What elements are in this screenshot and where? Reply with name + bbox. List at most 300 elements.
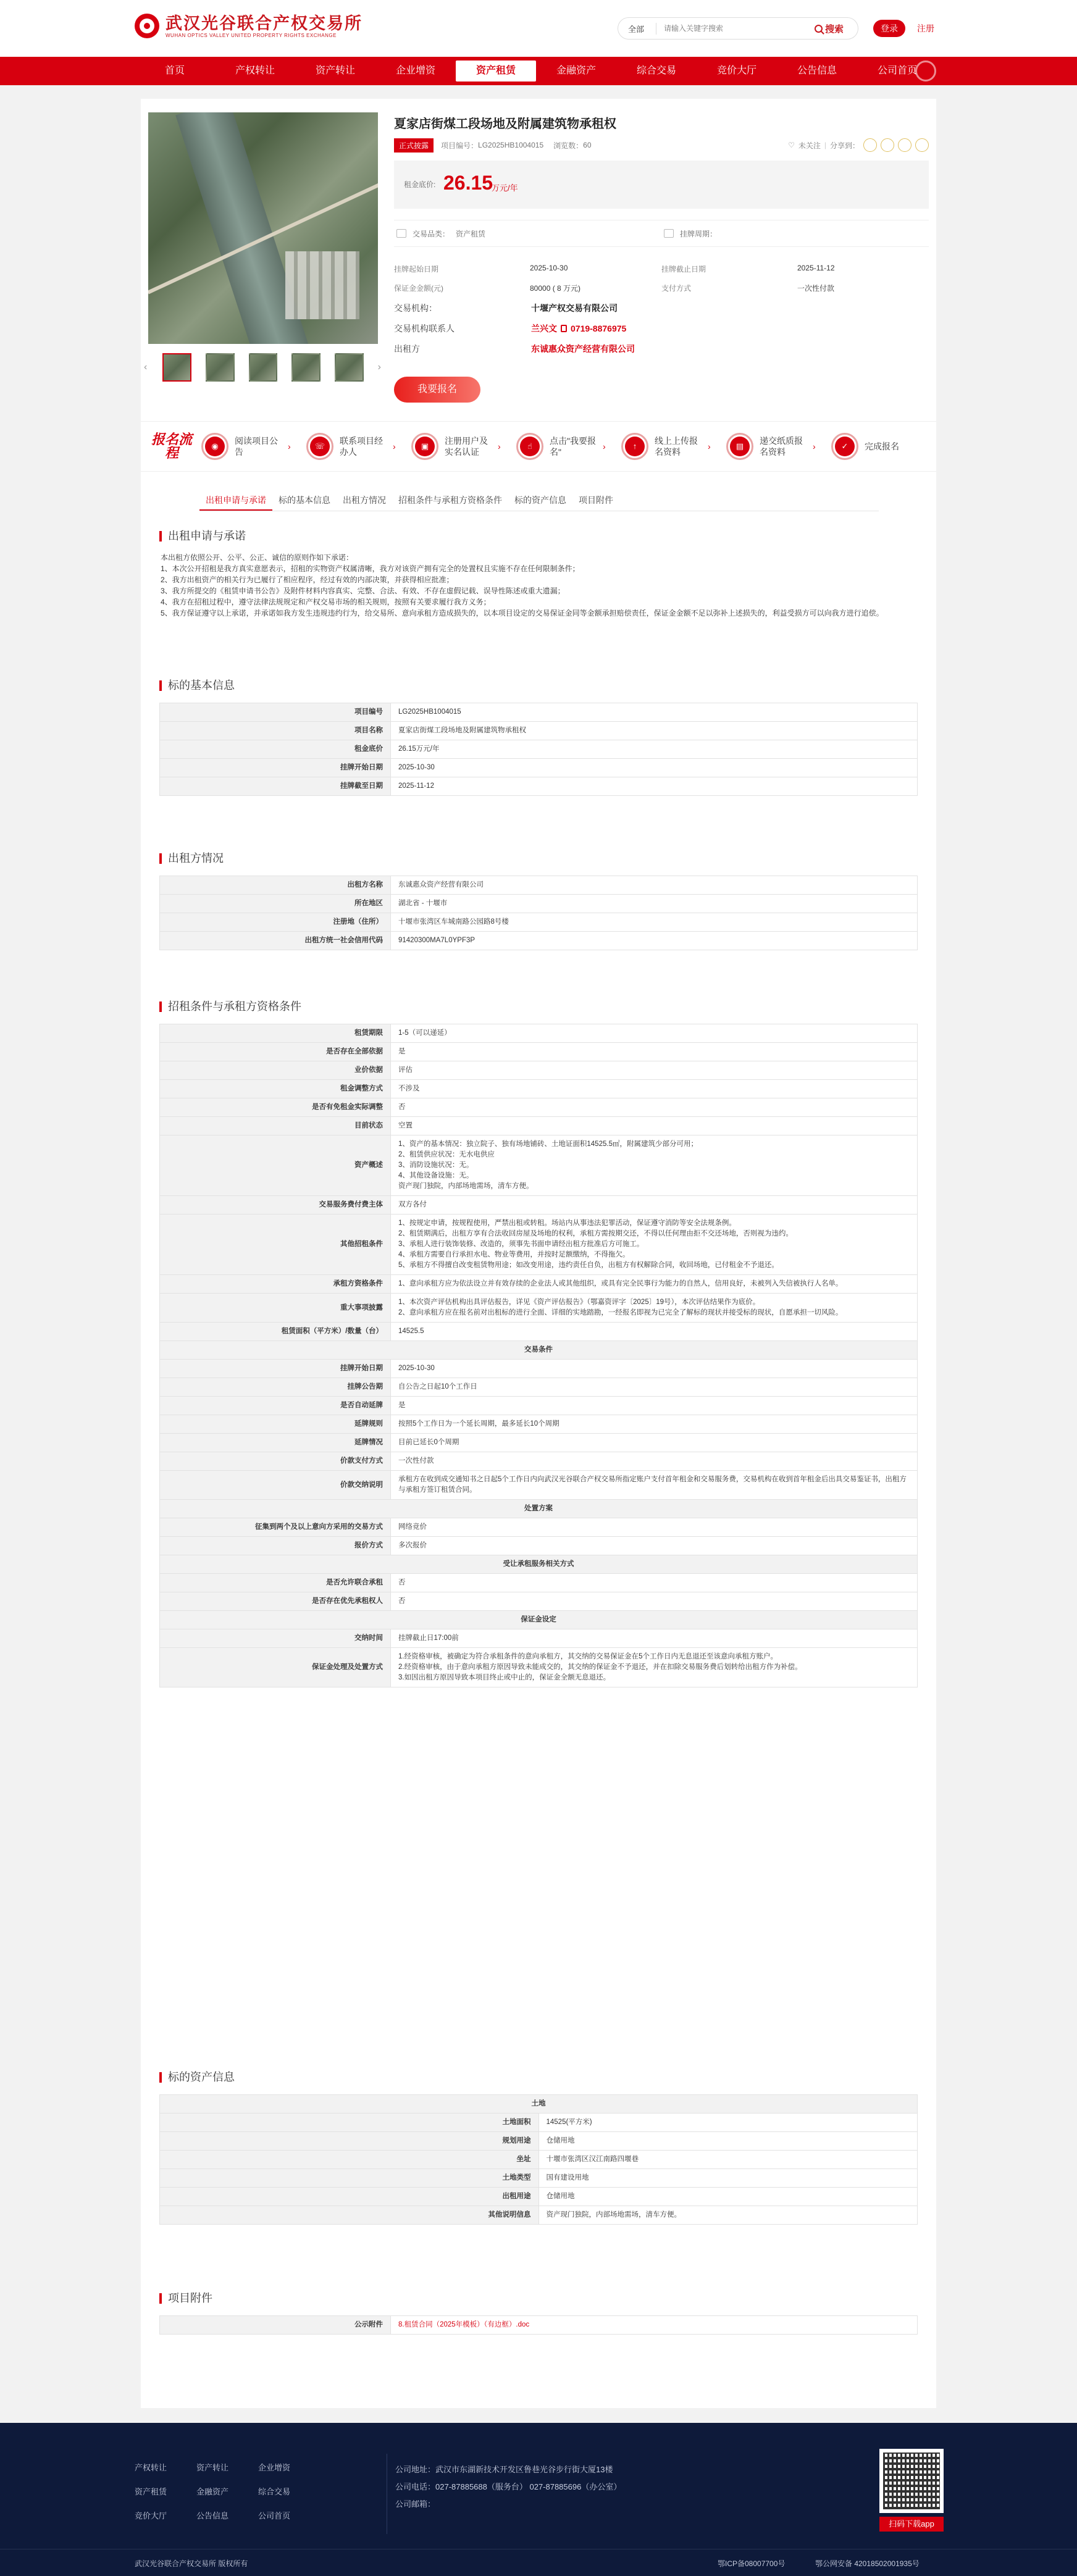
row-label: 保证金处理及处置方式 xyxy=(160,1648,391,1687)
table-row xyxy=(160,2095,918,2114)
table-row xyxy=(160,1098,918,1117)
detail-tabs xyxy=(199,490,879,511)
thumbnail[interactable] xyxy=(162,353,191,382)
search-button-label: 搜索 xyxy=(825,23,844,35)
footer-link[interactable]: 公司首页 xyxy=(258,2511,291,2520)
nav-decoration-icon xyxy=(915,61,936,82)
conditions-table xyxy=(159,1024,918,1687)
thumbnail[interactable] xyxy=(335,353,364,382)
top-header xyxy=(0,0,1077,57)
deposit-line: 3.如因出租方原因导致本项目终止或中止的，保证金全额无息退还。 xyxy=(398,1674,611,1681)
project-detail-card xyxy=(141,99,936,2408)
table-row xyxy=(160,2206,918,2225)
thumb-prev-icon[interactable]: ‹ xyxy=(144,362,148,372)
logo-title: 武汉光谷联合产权交易所 xyxy=(166,14,362,33)
table-row xyxy=(160,1275,918,1294)
promise-line: 5、我方保证遵守以上承诺，并承诺如我方发生违规违约行为，给交易所、意向承租方造成损失的，以本项目设定的交易保证金同等金额承担赔偿责任，保证金金额不足以弥补上述损失的，利益受损方可以向我方进行追偿。 xyxy=(161,609,884,617)
nav-item-capital-increase[interactable]: 企业增资 xyxy=(395,65,435,76)
tab-basic-info[interactable]: 标的基本信息 xyxy=(279,495,330,505)
table-row xyxy=(160,1592,918,1611)
project-main-image[interactable] xyxy=(148,112,378,344)
login-button[interactable]: 登录 xyxy=(873,20,905,37)
row-value xyxy=(391,1135,918,1196)
row-value: 仓储用地 xyxy=(538,2132,918,2151)
table-row xyxy=(160,2188,918,2206)
listing-end-label: 挂牌截止日期 xyxy=(661,265,706,274)
tab-asset-info[interactable]: 标的资产信息 xyxy=(514,495,566,505)
footer-bottom xyxy=(0,2549,1077,2576)
flow-step xyxy=(306,433,411,460)
table-row xyxy=(160,1341,918,1360)
section-title: 标的资产信息 xyxy=(159,2068,918,2086)
table-subheader: 土地 xyxy=(160,2095,918,2114)
footer-phone: 公司电话：027-87885688（服务台） 027-87885696（办公室） xyxy=(395,2482,622,2491)
row-value: 承租方在收到成交通知书之日起5个工作日内向武汉光谷联合产权交易所指定账户支付首年租金和交易服务费，交易机构在收到首年租金后出具交易鉴证书，出租方与承租方签订租赁合同。 xyxy=(391,1471,918,1500)
row-label: 交纳时间 xyxy=(160,1629,391,1648)
row-label: 租赁期限 xyxy=(160,1024,391,1043)
flow-step xyxy=(831,433,936,460)
listing-start-label: 挂牌起始日期 xyxy=(394,265,439,274)
table-row xyxy=(160,1629,918,1648)
row-value: 按照5个工作日为一个延长周期，最多延长10个周期 xyxy=(391,1415,918,1434)
nav-item-equity[interactable]: 产权转让 xyxy=(235,65,275,76)
search-button[interactable] xyxy=(815,22,858,35)
row-label: 价款支付方式 xyxy=(160,1452,391,1471)
other-line: 2、租赁期满后，出租方享有合法收回房屋及场地的权利，承租方需按期交还，不得以任何理由拒不交还场地，否则视为违约。 xyxy=(398,1230,793,1237)
row-label: 交易服务费付费主体 xyxy=(160,1196,391,1215)
thumbnail[interactable] xyxy=(291,353,321,382)
nav-item-home[interactable]: 首页 xyxy=(164,65,185,76)
price-value: 26.15 xyxy=(443,172,493,194)
row-label: 注册地（住所） xyxy=(160,913,391,932)
footer-links xyxy=(135,2461,320,2521)
promise-line: 1、本次公开招租是我方真实意愿表示，招租的实物资产权属清晰，我方对该资产拥有完全的处置权且实施不存在任何限制条件； xyxy=(161,564,580,573)
footer-link[interactable]: 产权转让 xyxy=(135,2463,167,2472)
row-value: 网络竞价 xyxy=(391,1518,918,1537)
table-row xyxy=(160,1397,918,1415)
table-row xyxy=(160,1574,918,1592)
registration-flow xyxy=(141,421,936,472)
attachment-link[interactable]: 8.租赁合同（2025年模板）（有边框）.doc xyxy=(391,2316,918,2335)
asset-line: 4、其他设备设施：无。 xyxy=(398,1172,474,1179)
contact-person-label: 交易机构联系人 xyxy=(394,323,455,333)
lessor-label: 出租方 xyxy=(394,343,420,354)
promise-line: 3、我方所提交的《租赁申请书公告》及附件材料内容真实、完整、合法、有效、不存在虚假记载、误导性陈述或重大遗漏； xyxy=(161,587,565,595)
nav-item-announcements[interactable]: 公告信息 xyxy=(797,65,837,76)
row-value: 不涉及 xyxy=(391,1080,918,1098)
project-code: LG2025HB1004015 xyxy=(478,141,544,149)
row-label: 租赁面积（平方米）/数量（台） xyxy=(160,1323,391,1341)
row-label: 其他说明信息 xyxy=(160,2206,539,2225)
row-label: 目前状态 xyxy=(160,1117,391,1135)
asset-info-section xyxy=(159,2068,918,2225)
row-value: 挂牌截止日17:00前 xyxy=(391,1629,918,1648)
logo-subtitle: WUHAN OPTICS VALLEY UNITED PROPERTY RIGHTS EXCHANGE xyxy=(166,32,337,38)
row-value: 否 xyxy=(391,1574,918,1592)
row-label: 挂牌截至日期 xyxy=(160,777,391,796)
row-value xyxy=(391,1294,918,1323)
org-label: 交易机构： xyxy=(394,303,437,313)
table-row xyxy=(160,1215,918,1275)
row-label: 是否自动延牌 xyxy=(160,1397,391,1415)
nav-item-bidding-hall[interactable]: 竞价大厅 xyxy=(716,65,756,76)
table-row xyxy=(160,1611,918,1629)
share-qq-icon[interactable] xyxy=(898,138,911,152)
row-label: 挂牌公告期 xyxy=(160,1378,391,1397)
table-row xyxy=(160,876,918,895)
apply-button[interactable]: 我要报名 xyxy=(394,377,480,403)
logo-icon xyxy=(135,14,159,38)
row-label: 出租方统一社会信用代码 xyxy=(160,932,391,950)
contact-person: 兰兴文 xyxy=(531,323,557,333)
conditions-section xyxy=(159,998,918,1687)
arrow-icon: › xyxy=(498,441,501,451)
row-label: 项目编号 xyxy=(160,703,391,722)
row-label: 报价方式 xyxy=(160,1537,391,1555)
asset-line: 资产现门独院，内部场地需场，清车方便。 xyxy=(398,1182,534,1190)
promise-line: 2、我方出租资产的相关行为已履行了相应程序，经过有效的内部决策，并获得相应批准； xyxy=(161,575,454,584)
footer-link[interactable]: 企业增资 xyxy=(258,2463,291,2472)
arrow-icon: › xyxy=(708,441,711,451)
flow-title: 报名流程 xyxy=(151,432,192,461)
arrow-icon: › xyxy=(288,441,291,451)
table-row xyxy=(160,703,918,722)
tab-conditions[interactable]: 招租条件与承租方资格条件 xyxy=(398,495,502,505)
row-value: 14525(平方米) xyxy=(538,2114,918,2132)
disclosure-tag: 正式披露 xyxy=(394,138,434,153)
arrow-icon: › xyxy=(393,441,396,451)
category-row xyxy=(394,220,929,247)
promise-section xyxy=(159,527,918,619)
nav-item-financial-asset[interactable]: 金融资产 xyxy=(556,65,596,76)
row-value: 14525.5 xyxy=(391,1323,918,1341)
row-value: 资产现门独院，内部场地需场，清车方便。 xyxy=(538,2206,918,2225)
price-box xyxy=(394,161,929,209)
table-row xyxy=(160,913,918,932)
table-row xyxy=(160,2132,918,2151)
other-line: 1、按规定申请，按规程使用，严禁出租或转租。场站内从事违法犯罪活动，保证遵守消防等安全法规条例。 xyxy=(398,1219,736,1227)
app-download-button[interactable]: 扫码下载app xyxy=(879,2517,944,2532)
footer-contact xyxy=(395,2461,621,2513)
footer-link[interactable]: 资产转让 xyxy=(196,2463,229,2472)
table-row xyxy=(160,2151,918,2169)
table-row xyxy=(160,1360,918,1378)
app-qr-code xyxy=(879,2449,944,2513)
table-row xyxy=(160,1135,918,1196)
row-label: 所在地区 xyxy=(160,895,391,913)
row-label: 出租用途 xyxy=(160,2188,539,2206)
table-row xyxy=(160,1061,918,1080)
table-row xyxy=(160,1117,918,1135)
row-value: 是 xyxy=(391,1397,918,1415)
row-label: 是否存在优先承租权人 xyxy=(160,1592,391,1611)
contact-info xyxy=(394,298,929,359)
row-label: 挂牌开始日期 xyxy=(160,759,391,777)
footer-email: 公司邮箱： xyxy=(395,2499,436,2509)
row-value: 1-5（可以递延） xyxy=(391,1024,918,1043)
search-bar xyxy=(618,17,858,40)
contact-phone[interactable]: 0719-8876975 xyxy=(571,323,627,333)
section-title: 标的基本信息 xyxy=(159,677,918,694)
deposit-label: 保证金金额(元) xyxy=(394,284,443,293)
flow-step xyxy=(516,433,621,460)
police-record-link[interactable]: 鄂公网安备 42018502001935号 xyxy=(815,2559,920,2568)
section-title: 出租申请与承诺 xyxy=(159,527,918,545)
share-qzone-icon[interactable] xyxy=(881,138,894,152)
category-value: 资产租赁 xyxy=(456,229,486,238)
row-value: 十堰市张湾区车城南路公园路8号楼 xyxy=(391,913,918,932)
other-line: 5、承租方不得擅自改变租赁物用途；如改变用途，违约责任自负，出租方有权解除合同，收回场地，已付租金不予退还。 xyxy=(398,1261,779,1269)
deposit-line: 1.经资格审核，被确定为符合承租条件的意向承租方，其交纳的交易保证金在5个工作日内无息退还至该意向承租方账户。 xyxy=(398,1653,777,1660)
views-count: 60 xyxy=(583,141,592,149)
heart-icon[interactable]: ♡ xyxy=(788,141,795,149)
row-label: 规划用途 xyxy=(160,2132,539,2151)
row-label: 其他招租条件 xyxy=(160,1215,391,1275)
follow-toggle[interactable]: 未关注 xyxy=(798,141,821,150)
document-icon: ◉ xyxy=(205,437,225,456)
row-label: 业价依据 xyxy=(160,1061,391,1080)
site-logo[interactable] xyxy=(135,14,362,38)
table-row xyxy=(160,1196,918,1215)
price-unit: 万元/年 xyxy=(492,183,518,193)
row-label: 价款交纳说明 xyxy=(160,1471,391,1500)
row-value: 空置 xyxy=(391,1117,918,1135)
arrow-icon: › xyxy=(603,441,606,451)
row-label: 征集到两个及以上意向方采用的交易方式 xyxy=(160,1518,391,1537)
table-row xyxy=(160,2169,918,2188)
row-label: 是否存在全部依据 xyxy=(160,1043,391,1061)
row-value: 国有建设用地 xyxy=(538,2169,918,2188)
footer-link[interactable]: 竞价大厅 xyxy=(135,2511,167,2520)
row-value: 否 xyxy=(391,1592,918,1611)
row-value: 双方各付 xyxy=(391,1196,918,1215)
row-value: 仓储用地 xyxy=(538,2188,918,2206)
project-title: 夏家店街煤工段场地及附属建筑物承租权 xyxy=(394,117,616,131)
footer-link[interactable]: 综合交易 xyxy=(258,2487,291,2496)
check-icon: ✓ xyxy=(835,437,855,456)
flow-step xyxy=(726,433,831,460)
thumbnail-strip xyxy=(144,352,382,383)
footer-link[interactable]: 资产租赁 xyxy=(135,2487,167,2496)
row-value: 一次性付款 xyxy=(391,1452,918,1471)
table-row xyxy=(160,1648,918,1687)
table-row xyxy=(160,777,918,796)
footer xyxy=(0,2423,1077,2576)
row-value: LG2025HB1004015 xyxy=(391,703,918,722)
thumb-next-icon[interactable]: › xyxy=(377,362,381,372)
row-value: 26.15万元/年 xyxy=(391,740,918,759)
row-value: 自公告之日起10个工作日 xyxy=(391,1378,918,1397)
flow-step-label: 点击"我要报名" xyxy=(550,436,596,457)
flow-step-label: 完成报名 xyxy=(865,441,899,451)
project-code-label: 项目编号： xyxy=(441,141,479,150)
asset-line: 2、租赁供应状况：无水电供应 xyxy=(398,1151,495,1158)
flow-step-label: 线上上传报名资料 xyxy=(655,436,698,457)
promise-line: 4、我方在招租过程中，遵守法律法规规定和产权交易市场的相关规则，按照有关要求履行我方义务； xyxy=(161,598,491,606)
table-row xyxy=(160,1471,918,1500)
promise-line: 本出租方依照公开、公平、公正、诚信的原则作如下承诺： xyxy=(161,553,354,562)
share-label: 分享到： xyxy=(829,141,860,150)
table-row xyxy=(160,1080,918,1098)
asset-line: 3、消防设施状况：无。 xyxy=(398,1161,474,1169)
id-card-icon: ▣ xyxy=(415,437,435,456)
table-row xyxy=(160,759,918,777)
attachment-table xyxy=(159,2315,918,2335)
row-label: 延牌规则 xyxy=(160,1415,391,1434)
row-label: 坐址 xyxy=(160,2151,539,2169)
table-row xyxy=(160,1500,918,1518)
row-label: 挂牌开始日期 xyxy=(160,1360,391,1378)
table-row xyxy=(160,1537,918,1555)
hand-click-icon: ☝ xyxy=(520,437,540,456)
row-label: 公示附件 xyxy=(160,2316,391,2335)
share-weibo-icon[interactable] xyxy=(863,138,877,152)
section-title: 项目附件 xyxy=(159,2290,918,2307)
footer-link[interactable]: 公告信息 xyxy=(196,2511,229,2520)
major-line: 1、本次资产评估机构出具评估报告，详见《资产评估报告》（鄂嘉资评字〔2025〕19号），本次评估结果作为底价。 xyxy=(398,1298,760,1306)
search-icon xyxy=(815,25,823,33)
copyright: 武汉光谷联合产权交易所 版权所有 xyxy=(135,2559,248,2568)
row-label: 资产概述 xyxy=(160,1135,391,1196)
paper-icon: ▤ xyxy=(730,437,750,456)
search-input[interactable] xyxy=(656,19,815,38)
section-title: 出租方情况 xyxy=(159,850,918,867)
section-title: 招租条件与承租方资格条件 xyxy=(159,998,918,1015)
row-value: 夏家店街煤工段场地及附属建筑物承租权 xyxy=(391,722,918,740)
tab-promise[interactable]: 出租申请与承诺 xyxy=(199,490,272,511)
flow-step xyxy=(411,433,516,460)
table-subheader: 保证金设定 xyxy=(160,1611,918,1629)
flow-step-label: 联系项目经办人 xyxy=(340,436,383,457)
row-value: 91420300MA7L0YPF3P xyxy=(391,932,918,950)
basic-info-table xyxy=(159,703,918,796)
row-value: 2025-10-30 xyxy=(391,1360,918,1378)
views-label: 浏览数： xyxy=(553,141,584,150)
calendar-icon xyxy=(664,229,674,238)
row-value: 2025-10-30 xyxy=(391,759,918,777)
table-subheader: 受让承租服务相关方式 xyxy=(160,1555,918,1574)
table-row xyxy=(160,1043,918,1061)
table-row xyxy=(160,2316,918,2335)
table-row xyxy=(160,1434,918,1452)
arrow-icon: › xyxy=(813,441,816,451)
lessor-name[interactable]: 东诚惠众资产经营有限公司 xyxy=(531,343,635,354)
row-value xyxy=(391,1215,918,1275)
price-label: 租金底价: xyxy=(404,180,436,189)
category-icon xyxy=(396,229,406,238)
other-line: 3、承租人进行装饰装修、改造的，须事先书面申请经出租方批准后方可施工。 xyxy=(398,1240,644,1248)
major-line: 2、意向承租方应在报名前对出租标的进行全面、详细的实地踏勘，一经报名即视为已完全了解标的现状并接受标的现状，自愿承担一切风险。 xyxy=(398,1309,843,1316)
thumbnail[interactable] xyxy=(206,353,235,382)
row-label: 租金底价 xyxy=(160,740,391,759)
footer-address: 公司地址：武汉市东湖新技术开发区鲁巷光谷步行街大厦13楼 xyxy=(395,2465,613,2474)
row-label: 延牌情况 xyxy=(160,1434,391,1452)
other-line: 4、承租方需要自行承担水电、物业等费用，并按时足额缴纳，不得拖欠。 xyxy=(398,1251,630,1258)
row-label: 重大事项披露 xyxy=(160,1294,391,1323)
main-nav xyxy=(0,57,1077,85)
row-label: 是否允许联合承租 xyxy=(160,1574,391,1592)
table-row xyxy=(160,722,918,740)
row-value xyxy=(391,1648,918,1687)
nav-item-integrated[interactable]: 综合交易 xyxy=(636,65,676,76)
thumbnail[interactable] xyxy=(249,353,278,382)
search-category-select[interactable]: 全部 xyxy=(618,23,656,35)
row-label: 租金调整方式 xyxy=(160,1080,391,1098)
phone-icon: ☏ xyxy=(310,437,330,456)
row-value: 2025-11-12 xyxy=(391,777,918,796)
table-row xyxy=(160,895,918,913)
flow-step-label: 注册用户及实名认证 xyxy=(445,436,488,457)
project-meta: 正式披露 项目编号： LG2025HB1004015 浏览数： 60 ♡ 未关注 | 分享到： xyxy=(394,138,929,152)
tab-attachments[interactable]: 项目附件 xyxy=(579,495,613,505)
upload-icon: ↑ xyxy=(625,437,645,456)
payment-label: 支付方式 xyxy=(661,284,692,293)
flow-step-label: 递交纸质报名资料 xyxy=(760,436,803,457)
flow-step-label: 阅读项目公告 xyxy=(235,436,278,457)
table-row xyxy=(160,932,918,950)
row-value: 目前已延长0个周期 xyxy=(391,1434,918,1452)
row-value: 是 xyxy=(391,1043,918,1061)
flow-step xyxy=(621,433,726,460)
row-value: 1、意向承租方应为依法设立并有效存续的企业法人或其他组织，或具有完全民事行为能力的自然人，信用良好，未被列入失信被执行人名单。 xyxy=(391,1275,918,1294)
row-value: 否 xyxy=(391,1098,918,1117)
asset-line: 1、资产的基本情况：独立院子、独有场地铺砖、土地证面积14525.5㎡，附属建筑少部分可用； xyxy=(398,1140,698,1148)
table-row xyxy=(160,740,918,759)
table-subheader: 处置方案 xyxy=(160,1500,918,1518)
org-value: 十堰产权交易有限公司 xyxy=(531,303,618,313)
register-button[interactable]: 注册 xyxy=(917,23,934,33)
category-label: 交易品类： xyxy=(413,229,450,238)
row-value: 东诚惠众资产经营有限公司 xyxy=(391,876,918,895)
table-row xyxy=(160,1415,918,1434)
row-label: 是否有免租金实际调整 xyxy=(160,1098,391,1117)
nav-item-asset-transfer[interactable]: 资产转让 xyxy=(315,65,355,76)
share-wechat-icon[interactable] xyxy=(915,138,929,152)
listing-start-value: 2025-10-30 xyxy=(530,264,568,272)
table-row xyxy=(160,1555,918,1574)
nav-item-asset-lease[interactable]: 资产租赁 xyxy=(456,61,536,82)
tab-lessor[interactable]: 出租方情况 xyxy=(343,495,386,505)
table-row xyxy=(160,1294,918,1323)
key-values xyxy=(394,259,929,298)
table-row xyxy=(160,1323,918,1341)
payment-value: 一次性付款 xyxy=(797,284,835,293)
row-value: 湖北省 - 十堰市 xyxy=(391,895,918,913)
row-label: 土地面积 xyxy=(160,2114,539,2132)
table-row xyxy=(160,1518,918,1537)
row-label: 出租方名称 xyxy=(160,876,391,895)
period-label: 挂牌周期： xyxy=(680,229,718,238)
footer-link[interactable]: 金融资产 xyxy=(196,2487,229,2496)
deposit-line: 2.经资格审核，由于意向承租方原因导致未能成交的，其交纳的保证金不予退还，并在扣除交易服务费后划转给出租方作为补偿。 xyxy=(398,1663,802,1671)
basic-info-section xyxy=(159,677,918,796)
lessor-section xyxy=(159,850,918,950)
row-label: 土地类型 xyxy=(160,2169,539,2188)
listing-end-value: 2025-11-12 xyxy=(797,264,835,272)
nav-item-company-home[interactable]: 公司首页 xyxy=(877,65,917,76)
table-subheader: 交易条件 xyxy=(160,1341,918,1360)
deposit-value: 80000 ( 8 万元) xyxy=(530,284,581,293)
asset-info-table xyxy=(159,2094,918,2225)
flow-step xyxy=(201,433,306,460)
attachment-section xyxy=(159,2290,918,2335)
phone-icon xyxy=(561,325,567,332)
icp-link[interactable]: 鄂ICP备08007700号 xyxy=(718,2559,786,2568)
row-value: 十堰市张湾区汉江南路四堰巷 xyxy=(538,2151,918,2169)
row-label: 项目名称 xyxy=(160,722,391,740)
row-value: 评估 xyxy=(391,1061,918,1080)
table-row xyxy=(160,1378,918,1397)
